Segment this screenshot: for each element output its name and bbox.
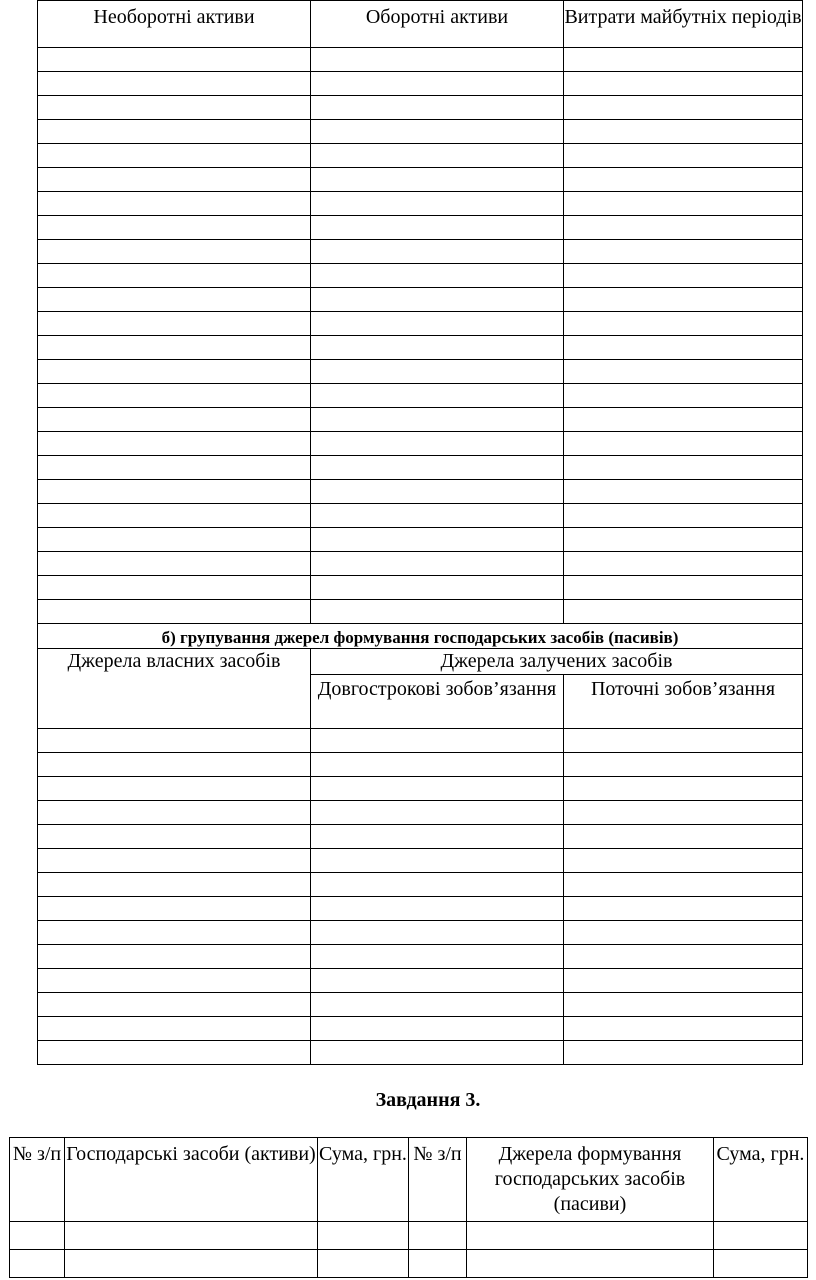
table-cell [311,72,564,96]
table-cell [409,1250,467,1278]
assets-header-row [38,1,803,48]
table-cell [311,801,564,825]
table-cell [311,1041,564,1065]
table-cell [38,969,311,993]
table-cell [311,288,564,312]
table-cell [311,777,564,801]
table-cell [564,753,803,777]
table-cell [318,1250,409,1278]
table-cell [311,96,564,120]
table-row [38,144,803,168]
table-cell [311,312,564,336]
table-row [38,432,803,456]
table-row [38,600,803,624]
table-cell [38,528,311,552]
table-row [38,801,803,825]
table-cell [65,1250,318,1278]
table-cell [38,777,311,801]
table-cell [38,240,311,264]
table-row [38,528,803,552]
table-cell [564,897,803,921]
col-amount-1: Сума, грн. [318,1138,409,1222]
table-cell [38,753,311,777]
table-cell [38,96,311,120]
table-cell [564,72,803,96]
table-cell [311,240,564,264]
col-long-term-liabilities: Довгострокові зобов’язання [311,675,564,729]
table-row [38,384,803,408]
table-cell [564,264,803,288]
table-cell [564,120,803,144]
table-row [38,120,803,144]
table-cell [311,360,564,384]
table-cell [311,264,564,288]
table-row [38,1017,803,1041]
table-cell [311,216,564,240]
table-cell [38,168,311,192]
table-cell [311,456,564,480]
table-cell [564,432,803,456]
table-cell [38,1041,311,1065]
table-row [38,729,803,753]
table-cell [564,1017,803,1041]
table-cell [65,1222,318,1250]
col-assets: Господарські засоби (активи) [65,1138,318,1222]
table-cell [564,480,803,504]
col-noncurrent-assets: Необоротні активи [38,1,311,48]
task3-table [9,1137,808,1278]
table-cell [564,1041,803,1065]
liabilities-body [38,729,803,1065]
table-cell [564,216,803,240]
table-cell [38,216,311,240]
table-cell [311,993,564,1017]
col-own-sources: Джерела власних засобів [38,649,311,729]
table-row [38,897,803,921]
table-cell [38,921,311,945]
table-cell [564,408,803,432]
table-row [38,192,803,216]
table-row [38,1041,803,1065]
table-row [38,48,803,72]
table-cell [311,1017,564,1041]
table-cell [38,801,311,825]
table-row [38,504,803,528]
table-row [38,945,803,969]
table-cell [311,576,564,600]
task3-header-row [10,1138,808,1222]
table-cell [311,600,564,624]
table-row [38,873,803,897]
table-cell [38,120,311,144]
table-cell [38,192,311,216]
table-row [38,288,803,312]
task3-body [10,1222,808,1278]
table-cell [714,1250,808,1278]
liabilities-section-title: б) групування джерел формування господарських засобів (пасивів) [38,624,803,649]
table-cell [311,504,564,528]
table-cell [311,753,564,777]
table-cell [311,849,564,873]
table-row [10,1222,808,1250]
table-cell [564,336,803,360]
table-cell [311,336,564,360]
task3-heading: Завдання 3. [375,1089,481,1111]
table-cell [38,897,311,921]
table-cell [38,432,311,456]
col-current-liabilities: Поточні зобов’язання [564,675,803,729]
liabilities-header-row-1 [38,649,803,675]
table-row [38,576,803,600]
table-row [38,264,803,288]
table-cell [311,120,564,144]
assets-liabilities-table [37,0,803,1065]
table-cell [564,240,803,264]
table-cell [311,729,564,753]
table-cell [38,144,311,168]
table-row [38,336,803,360]
assets-body [38,48,803,624]
table-row [38,216,803,240]
table-cell [311,48,564,72]
table-cell [564,168,803,192]
table-cell [564,144,803,168]
table-cell [564,456,803,480]
table-cell [38,360,311,384]
table-cell [318,1222,409,1250]
table-cell [311,921,564,945]
table-cell [38,336,311,360]
col-deferred-expenses: Витрати майбутніх періодів [564,1,803,48]
table-cell [564,849,803,873]
table-cell [564,825,803,849]
table-cell [38,873,311,897]
table-row [38,456,803,480]
table-cell [311,480,564,504]
table-row [38,969,803,993]
table-row [38,72,803,96]
table-cell [311,897,564,921]
table-cell [38,825,311,849]
table-cell [311,945,564,969]
table-cell [38,600,311,624]
table-cell [311,384,564,408]
table-cell [564,969,803,993]
table-cell [467,1250,714,1278]
col-sources: Джерела формування господарських засобів (пасиви) [467,1138,714,1222]
table-cell [311,144,564,168]
table-row [38,921,803,945]
table-cell [311,432,564,456]
table-cell [311,873,564,897]
table-cell [564,48,803,72]
table-cell [564,384,803,408]
table-row [38,312,803,336]
table-row [38,777,803,801]
table-cell [564,801,803,825]
table-row [38,825,803,849]
table-cell [311,192,564,216]
table-cell [38,72,311,96]
table-cell [38,456,311,480]
table-cell [311,408,564,432]
table-cell [311,168,564,192]
table-cell [10,1222,65,1250]
table-cell [38,945,311,969]
table-cell [564,777,803,801]
table-row [38,552,803,576]
table-cell [467,1222,714,1250]
col-amount-2: Сума, грн. [714,1138,808,1222]
table-cell [564,288,803,312]
table-cell [38,48,311,72]
table-row [38,993,803,1017]
table-cell [714,1222,808,1250]
table-row [38,168,803,192]
table-cell [564,528,803,552]
table-cell [564,600,803,624]
table-cell [38,576,311,600]
table-cell [564,576,803,600]
table-cell [564,552,803,576]
table-cell [38,729,311,753]
table-cell [564,360,803,384]
table-row [10,1250,808,1278]
table-cell [38,993,311,1017]
table-cell [38,312,311,336]
table-cell [10,1250,65,1278]
table-cell [38,504,311,528]
table-cell [564,312,803,336]
table-cell [38,264,311,288]
table-row [38,849,803,873]
table-cell [38,408,311,432]
table-cell [311,552,564,576]
table-row [38,408,803,432]
table-cell [564,921,803,945]
table-cell [564,729,803,753]
table-cell [38,480,311,504]
table-cell [409,1222,467,1250]
col-current-assets: Оборотні активи [311,1,564,48]
table-cell [564,873,803,897]
table-row [38,480,803,504]
table-row [38,753,803,777]
table-cell [311,969,564,993]
table-row [38,360,803,384]
col-number-2: № з/п [409,1138,467,1222]
table-cell [564,192,803,216]
table-cell [311,825,564,849]
table-cell [38,384,311,408]
liabilities-section-row [38,624,803,649]
table-cell [564,504,803,528]
col-number-1: № з/п [10,1138,65,1222]
table-cell [311,528,564,552]
table-cell [38,288,311,312]
table-cell [38,552,311,576]
table-cell [564,96,803,120]
table-cell [38,849,311,873]
table-cell [38,1017,311,1041]
table-row [38,240,803,264]
col-borrowed-sources: Джерела залучених засобів [311,649,803,675]
table-row [38,96,803,120]
table-cell [564,945,803,969]
table-cell [564,993,803,1017]
